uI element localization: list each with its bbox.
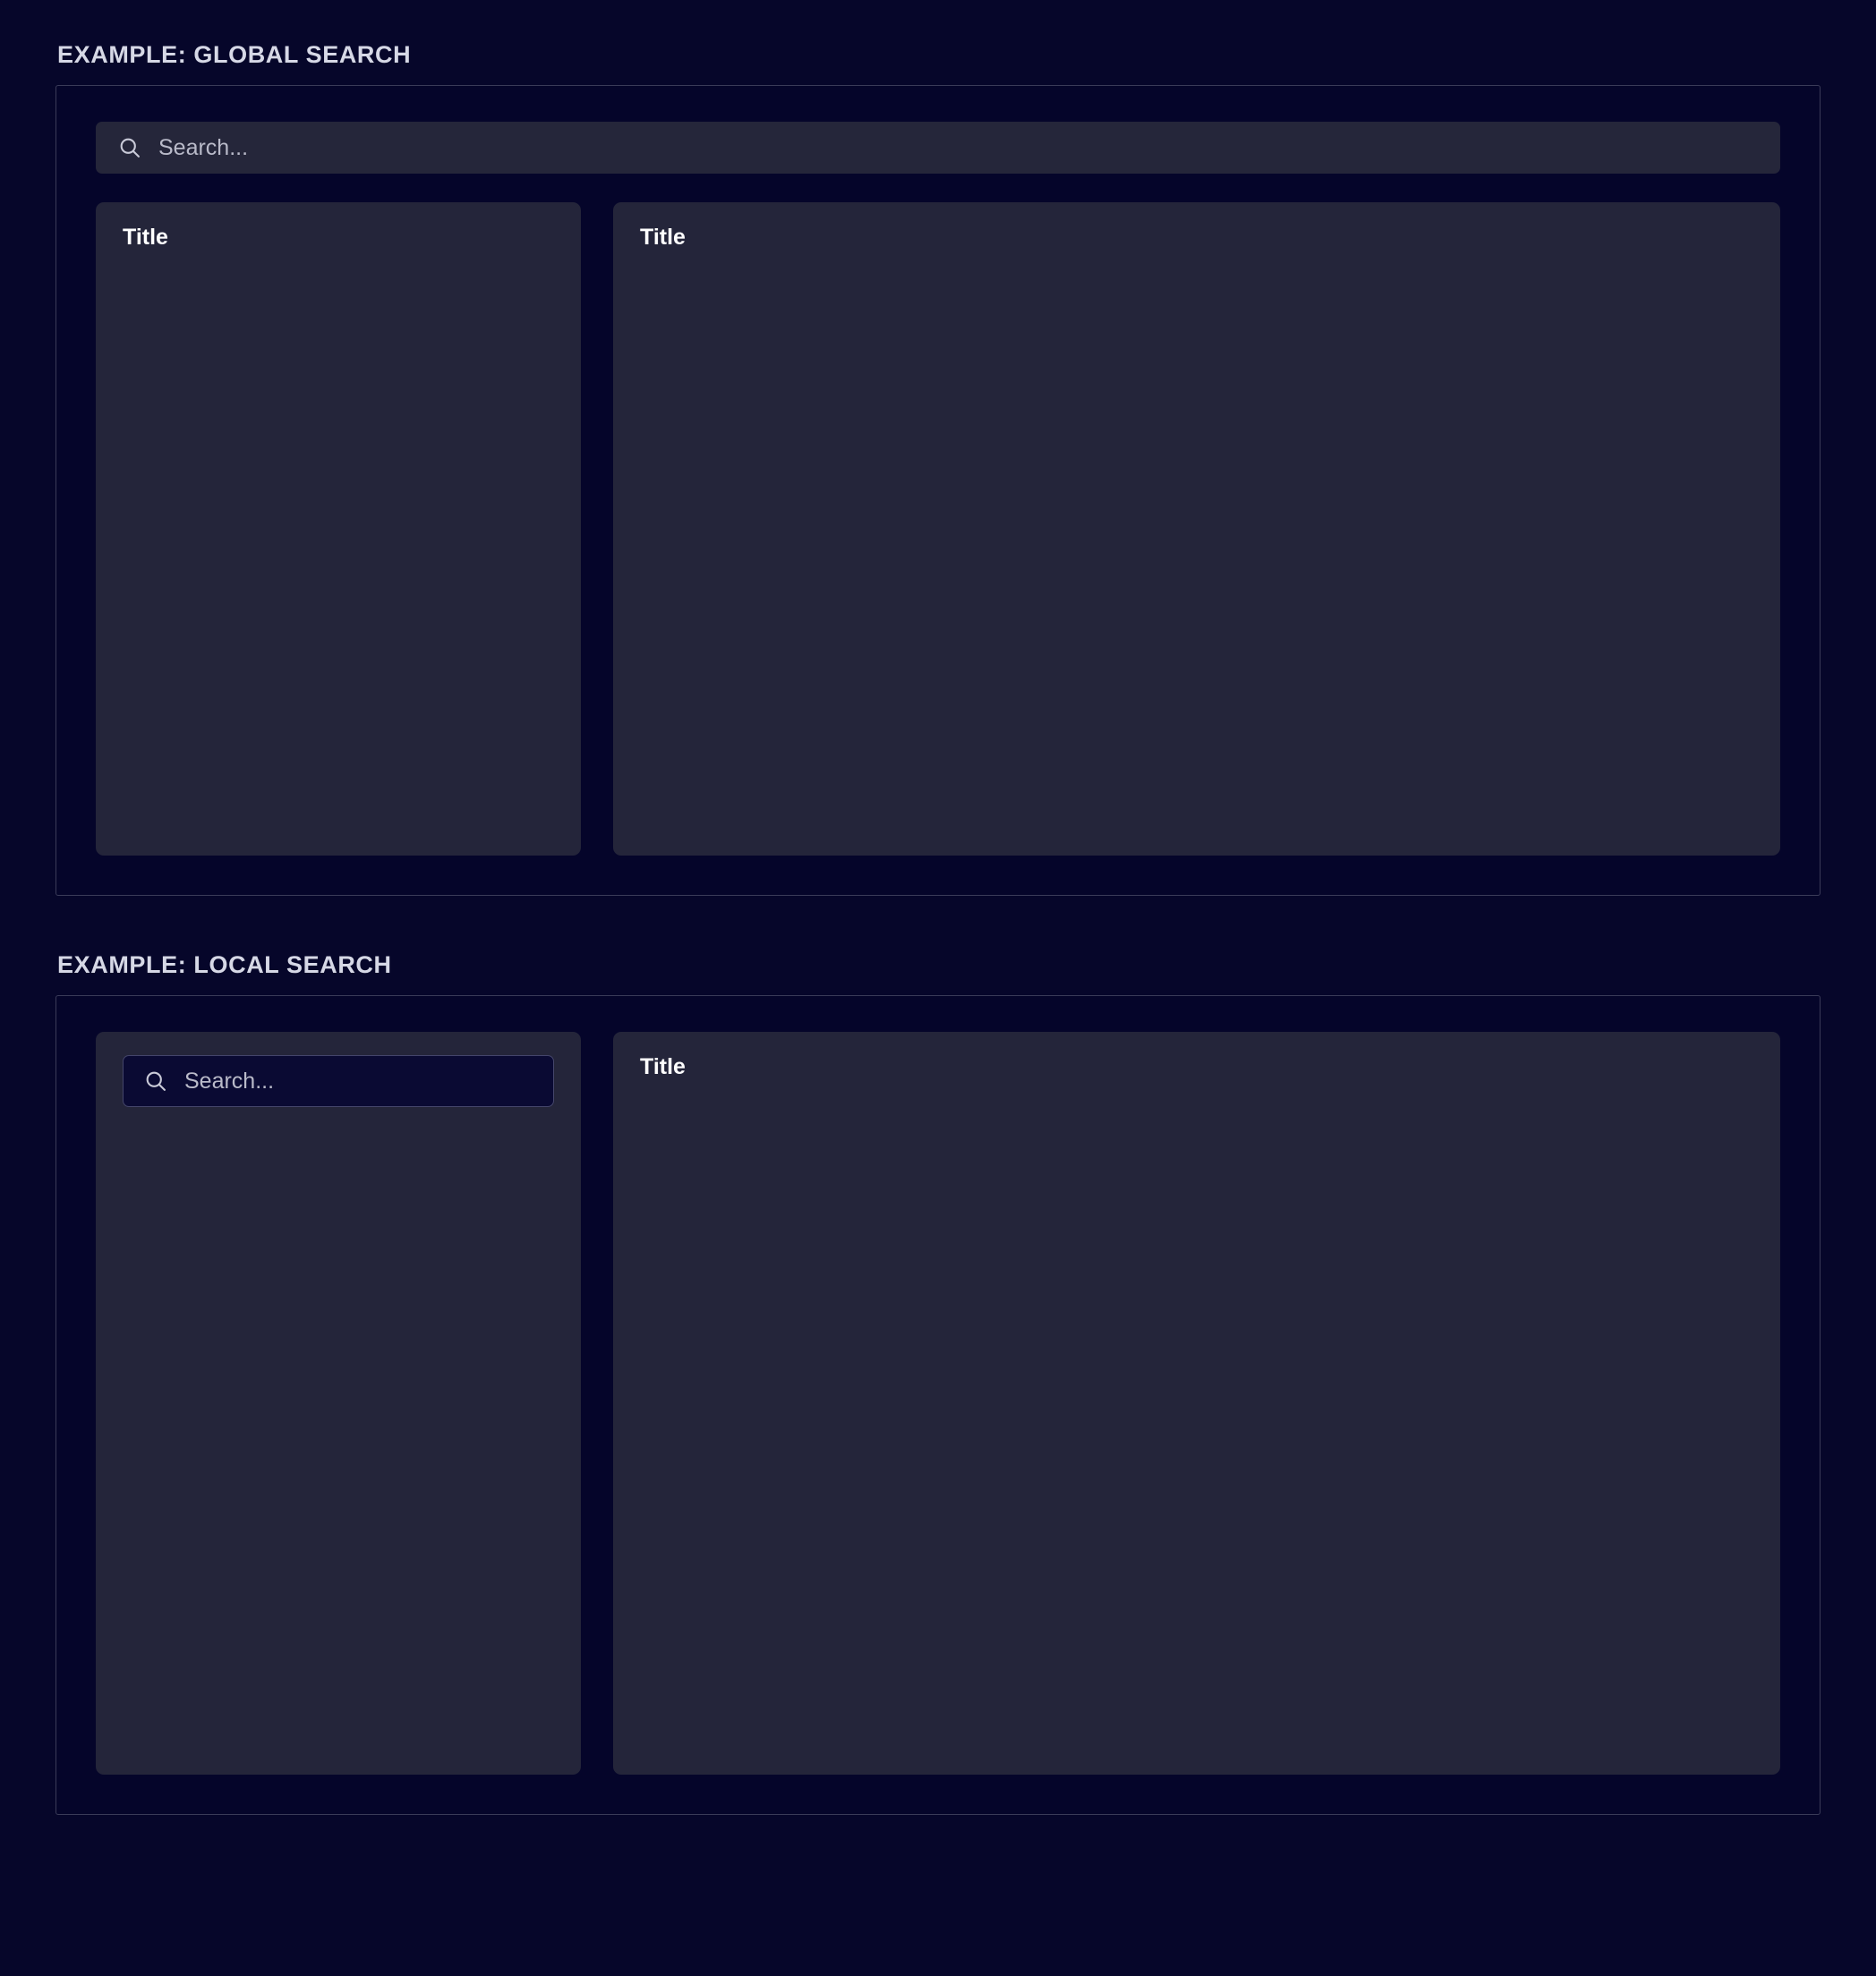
search-icon — [117, 135, 142, 160]
section-spacer — [55, 896, 1821, 951]
local-search-input[interactable] — [123, 1055, 554, 1107]
local-card-list[interactable] — [96, 1032, 581, 1775]
global-cards-row — [96, 202, 1780, 856]
global-card-detail-title: Title — [640, 225, 686, 250]
local-card-detail[interactable] — [613, 1032, 1780, 1775]
search-icon — [143, 1069, 168, 1094]
section-title-local-search: EXAMPLE: LOCAL SEARCH — [57, 951, 392, 978]
local-search-placeholder: Search... — [184, 1068, 275, 1094]
global-card-detail[interactable] — [613, 202, 1780, 856]
local-card-detail-title: Title — [640, 1054, 686, 1079]
global-search-input[interactable] — [96, 122, 1780, 174]
local-cards-row — [96, 1032, 1780, 1775]
section-title-global-search: EXAMPLE: GLOBAL SEARCH — [57, 41, 412, 68]
global-card-list[interactable] — [96, 202, 581, 856]
section-global-search — [55, 41, 1821, 896]
section-local-search — [55, 951, 1821, 1815]
global-card-list-title: Title — [123, 225, 168, 250]
global-search-panel — [55, 85, 1821, 896]
local-search-panel — [55, 995, 1821, 1815]
global-search-placeholder: Search... — [158, 134, 249, 160]
